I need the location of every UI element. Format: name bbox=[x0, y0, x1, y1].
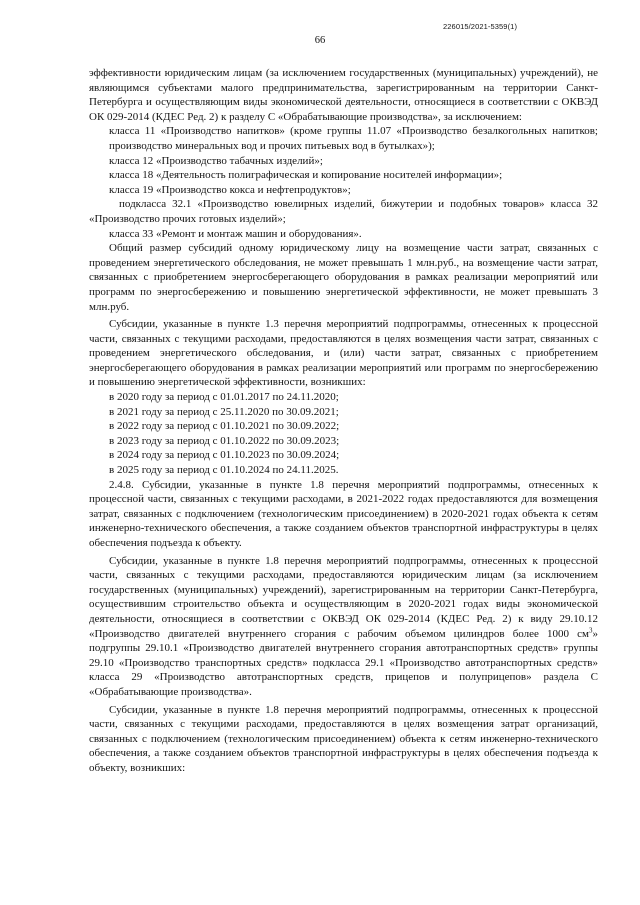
period-item: в 2020 году за период с 01.01.2017 по 24.11.2020; bbox=[109, 391, 339, 404]
superscript: 3 bbox=[589, 625, 593, 634]
list-item: класса 33 «Ремонт и монтаж машин и оборудования». bbox=[109, 227, 362, 240]
paragraph: эффективности юридическим лицам (за исключением государственных (муниципальных) учреждений), не являющимся субъектами малого предпринимательства, зарегистрированным на территории Санкт-Петербурга и осуществляющим виды экономической деятельности, относящиеся в соответствии с ОКВЭД ОК 029-2014 (КДЕС Ред. 2) к разделу С «Обрабатывающие производства», за исключением: bbox=[89, 67, 598, 123]
paragraph: Общий размер субсидий одному юридическому лицу на возмещение части затрат, связанных с проведением энергетического обследования, не может превышать 1 млн.руб., на возмещение части затрат, связанных с приобретением энергосберегающего оборудования в рамках реализации мероприятий или программ по энергосбережению и повышению энергетической эффективности, не может превышать 3 млн.руб. bbox=[89, 242, 598, 313]
period-item: в 2023 году за период с 01.10.2022 по 30.09.2023; bbox=[109, 434, 340, 447]
paragraph-text: » подгруппы 29.10.1 «Производство двигателей внутреннего сгорания автотранспортных средств» группы 29.10 «Производство транспортных средств» подкласса 29.1 «Производство автотранспортных средств» класса 29 «Производство автотранспортных средств, прицепов и полуприцепов» раздела С «Обрабатывающие производства». bbox=[89, 627, 598, 698]
page-number: 66 bbox=[314, 35, 326, 46]
document-id: 226015/2021-5359(1) bbox=[443, 22, 518, 31]
period-item: в 2022 году за период с 01.10.2021 по 30.09.2022; bbox=[109, 420, 340, 433]
paragraph bbox=[89, 554, 598, 700]
list-item: класса 12 «Производство табачных изделий»; bbox=[109, 154, 323, 167]
period-item: в 2025 году за период с 01.10.2024 по 24.11.2025. bbox=[109, 464, 339, 477]
document-body bbox=[89, 66, 598, 776]
period-item: в 2021 году за период с 25.11.2020 по 30.09.2021; bbox=[109, 405, 339, 418]
list-item: класса 19 «Производство кокса и нефтепродуктов»; bbox=[109, 183, 351, 196]
paragraph: Субсидии, указанные в пункте 1.8 перечня мероприятий подпрограммы, отнесенных к процессной части, связанных с текущими расходами, предоставляются в целях возмещения затрат организаций, связанных с подключением (технологическим присоединением) объекта к сетям инженерно-технического обеспечения, а также созданием объектов транспортной инфраструктуры в целях обеспечения подъезда к объекту, возникших: bbox=[89, 703, 598, 774]
section-2-4-8: 2.4.8. Субсидии, указанные в пункте 1.8 перечня мероприятий подпрограммы, отнесенных к процессной части, связанных с текущими расходами, в 2021-2022 годах предоставляются для возмещения затрат, связанных с подключением (технологическим присоединением) в 2020-2021 годах объекта к сетям инженерно-технического обеспечения, а также созданием объектов транспортной инфраструктуры в целях обеспечения подъезда к объекту. bbox=[89, 478, 598, 549]
period-item: в 2024 году за период с 01.10.2023 по 30.09.2024; bbox=[109, 449, 340, 462]
paragraph: Субсидии, указанные в пункте 1.3 перечня мероприятий подпрограммы, отнесенных к процессной части, связанных с текущими расходами, предоставляются в целях возмещения части затрат, связанных с проведением энергетического обследования, и (или) части затрат, связанных с приобретением энергосберегающего оборудования в рамках реализации мероприятий или программ по энергосбережению и повышению энергетической эффективности, возникших: bbox=[89, 318, 598, 389]
list-item: класса 18 «Деятельность полиграфическая и копирование носителей информации»; bbox=[109, 169, 503, 182]
list-item: класса 11 «Производство напитков» (кроме группы 11.07 «Производство безалкогольных напитков; производство минеральных вод и прочих питьевых вод в бутылках»); bbox=[109, 125, 598, 152]
list-item: подкласса 32.1 «Производство ювелирных изделий, бижутерии и подобных товаров» класса 32 «Производство прочих готовых изделий»; bbox=[89, 198, 598, 225]
paragraph-text: Субсидии, указанные в пункте 1.8 перечня мероприятий подпрограммы, отнесенных к процессной части, связанных с текущими расходами, предоставляются юридическим лицам (за исключением государственных (муниципальных) учреждений), зарегистрированным на территории Санкт-Петербурга, осуществившим строительство объекта и осуществляющим в 2020-2021 годах виды экономической деятельности, относящиеся в соответствии с ОКВЭД ОК 029-2014 (КДЕС Ред. 2) к виду 29.10.12 «Производство двигателей внутреннего сгорания с рабочим объемом цилиндров более 1000 см bbox=[89, 554, 598, 640]
